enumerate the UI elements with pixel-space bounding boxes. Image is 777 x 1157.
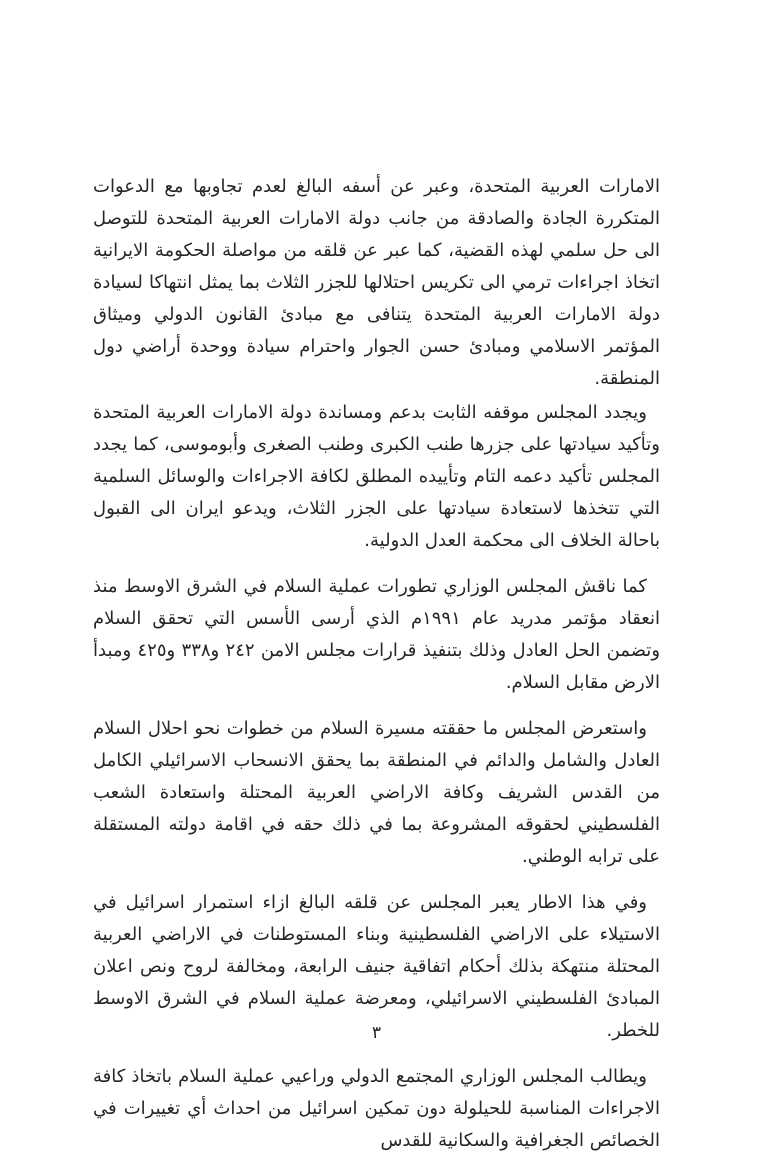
page-number: ٣	[371, 1023, 382, 1043]
body-paragraph: ويطالب المجلس الوزاري المجتمع الدولي وراعيي عملية السلام باتخاذ كافة الاجراءات المناسبة للحيلولة دون تمكين اسرائيل من احداث أي تغييرات في الخصائص الجغرافية والسكانية للقدس	[93, 1066, 660, 1151]
body-paragraph: ويجدد المجلس موقفه الثابت بدعم ومساندة دولة الامارات العربية المتحدة وتأكيد سيادتها على جزرها طنب الكبرى وطنب الصغرى وأبوموسى، كما يجدد المجلس تأكيد دعمه التام وتأييده المطلق لكافة الاجراءات والوسائل السلمية التي تتخذها لاستعادة سيادتها على الجزر الثلاث، ويدعو ايران الى القبول باحالة الخلاف الى محكمة العدل الدولية.	[93, 402, 660, 551]
body-paragraph: الامارات العربية المتحدة، وعبر عن أسفه البالغ لعدم تجاوبها مع الدعوات المتكررة الجادة والصادقة من جانب دولة الامارات العربية المتحدة للتوصل الى حل سلمي لهذه القضية، كما عبر عن قلقه من مواصلة الحكومة الايرانية اتخاذ اجراءات ترمي الى تكريس احتلالها للجزر الثلاث بما يمثل انتهاكا لسيادة دولة الامارات العربية المتحدة يتنافى مع مبادئ القانون الدولي وميثاق المؤتمر الاسلامي ومبادئ حسن الجوار واحترام سيادة ووحدة أراضي دول المنطقة.	[93, 176, 660, 389]
body-paragraph: كما ناقش المجلس الوزاري تطورات عملية السلام في الشرق الاوسط منذ انعقاد مؤتمر مدريد عام ١٩٩١م الذي أرسى الأسس التي تحقق السلام وتضمن الحل العادل وذلك بتنفيذ قرارات مجلس الامن ٢٤٢ و٣٣٨ و٤٢٥ ومبدأ الارض مقابل السلام.	[93, 576, 661, 693]
body-paragraph: واستعرض المجلس ما حققته مسيرة السلام من خطوات نحو احلال السلام العادل والشامل والدائم في المنطقة بما يحقق الانسحاب الاسرائيلي الكامل من القدس الشريف وكافة الاراضي العربية المحتلة واستعادة الشعب الفلسطيني لحقوقه المشروعة بما في ذلك حقه في اقامة دولته المستقلة على ترابه الوطني.	[93, 718, 660, 867]
body-paragraph: وفي هذا الاطار يعبر المجلس عن قلقه البالغ ازاء استمرار اسرائيل في الاستيلاء على الاراضي الفلسطينية وبناء المستوطنات في الاراضي العربية المحتلة منتهكة بذلك أحكام اتفاقية جنيف الرابعة، ومخالفة لروح ونص اعلان المبادئ الفلسطيني الاسرائيلي، ومعرضة عملية السلام في الشرق الاوسط للخطر.	[93, 892, 660, 1041]
document-text-block	[93, 171, 660, 1157]
